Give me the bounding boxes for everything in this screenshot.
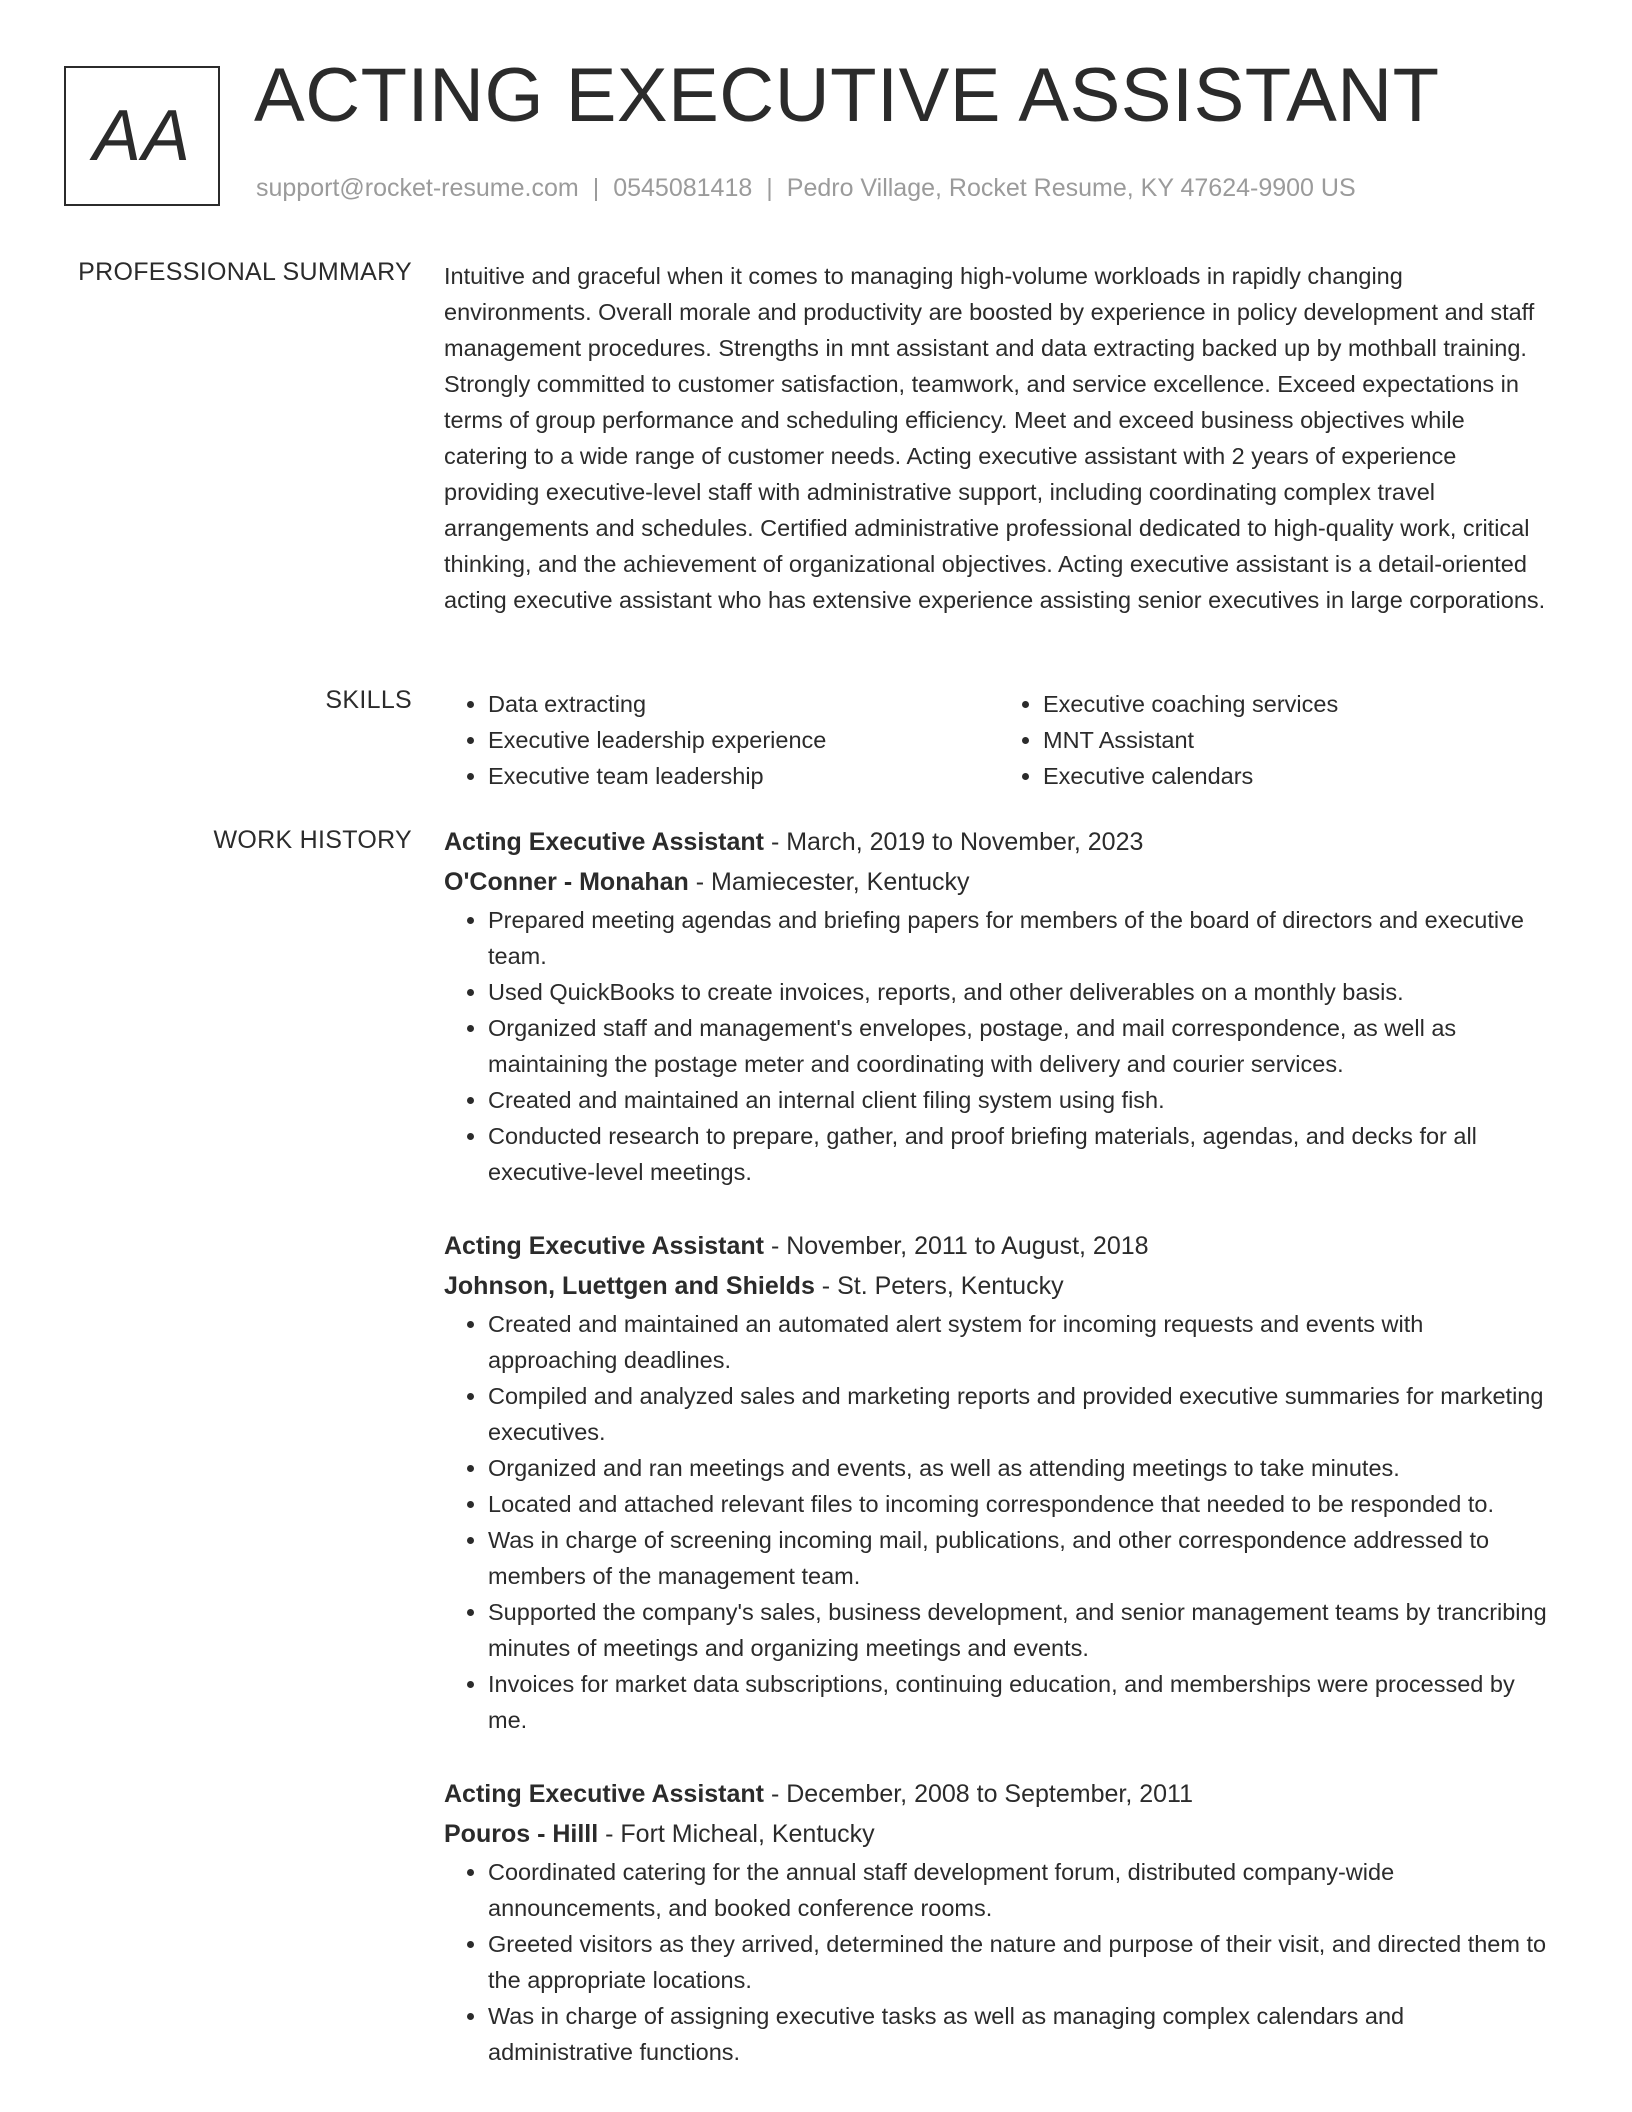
job-entry xyxy=(444,1226,1554,1738)
job-dates: - November, 2011 to August, 2018 xyxy=(764,1232,1149,1260)
skill-item: • MNT Assistant xyxy=(1043,722,1554,758)
job-duty: • Supported the company's sales, business development, and senior management teams by trancribing minutes of meetings and organizing meetings and events. xyxy=(488,1594,1554,1666)
skills-list xyxy=(444,686,1554,794)
job-duty: • Invoices for market data subscriptions, continuing education, and memberships were processed by me. xyxy=(488,1666,1554,1738)
resume-title: ACTING EXECUTIVE ASSISTANT xyxy=(254,53,1440,138)
job-company-line xyxy=(444,1814,1554,1854)
job-duties xyxy=(444,1306,1554,1738)
job-role: Acting Executive Assistant xyxy=(444,1232,765,1260)
job-duty: • Used QuickBooks to create invoices, reports, and other deliverables on a monthly basis. xyxy=(488,974,1554,1010)
contact-phone[interactable]: 0545081418 xyxy=(613,174,753,202)
job-duty: • Located and attached relevant files to incoming correspondence that needed to be responded to. xyxy=(488,1486,1554,1522)
job-duty: • Was in charge of assigning executive tasks as well as managing complex calendars and administrative functions. xyxy=(488,1998,1554,2070)
job-duty: • Was in charge of screening incoming mail, publications, and other correspondence addressed to members of the management team. xyxy=(488,1522,1554,1594)
job-duty: • Organized staff and management's envelopes, postage, and mail correspondence, as well as maintaining the postage meter and coordinating with delivery and courier services. xyxy=(488,1010,1554,1082)
job-company: Johnson, Luettgen and Shields xyxy=(444,1272,815,1300)
job-duties xyxy=(444,902,1554,1190)
skill-item: • Data extracting xyxy=(488,686,999,722)
work-history-body xyxy=(444,822,1554,2070)
job-entry xyxy=(444,822,1554,1190)
job-role: Acting Executive Assistant xyxy=(444,1780,765,1808)
skill-item: • Executive coaching services xyxy=(1043,686,1554,722)
skills-column-left xyxy=(444,686,999,794)
skill-item: • Executive team leadership xyxy=(488,758,999,794)
job-dates: - December, 2008 to September, 2011 xyxy=(764,1780,1193,1808)
job-role: Acting Executive Assistant xyxy=(444,828,765,856)
job-entry xyxy=(444,1774,1554,2070)
job-duty: • Created and maintained an automated alert system for incoming requests and events with approaching deadlines. xyxy=(488,1306,1554,1378)
summary-text: Intuitive and graceful when it comes to managing high-volume workloads in rapidly changing environments. Overall morale and productivity are boosted by experience in policy development and staff management procedures. Strengths in mnt assistant and data extracting backed up by mothball training. Strongly committed to customer satisfaction, teamwork, and service excellence. Exceed expectations in terms of group performance and scheduling efficiency. Meet and exceed business objectives while catering to a wide range of customer needs. Acting executive assistant with 2 years of experience providing executive-level staff with administrative support, including coordinating complex travel arrangements and schedules. Certified administrative professional dedicated to high-quality work, critical thinking, and the achievement of organizational objectives. Acting executive assistant is a detail-oriented acting executive assistant who has extensive experience assisting senior executives in large corporations. xyxy=(444,263,1546,613)
job-title-line xyxy=(444,1774,1554,1814)
job-duty: • Conducted research to prepare, gather, and proof briefing materials, agendas, and decks for all executive-level meetings. xyxy=(488,1118,1554,1190)
summary-body xyxy=(444,258,1554,618)
skill-item: • Executive leadership experience xyxy=(488,722,999,758)
job-title-line xyxy=(444,822,1554,862)
monogram-logo: AA xyxy=(64,66,220,206)
summary-heading: PROFESSIONAL SUMMARY xyxy=(78,258,412,286)
contact-address: Pedro Village, Rocket Resume, KY 47624-9900 US xyxy=(786,174,1356,202)
skill-item: • Executive calendars xyxy=(1043,758,1554,794)
job-duty: • Greeted visitors as they arrived, determined the nature and purpose of their visit, and directed them to the appropriate locations. xyxy=(488,1926,1554,1998)
contact-email[interactable]: support@rocket-resume.com xyxy=(256,174,579,202)
job-duty: • Coordinated catering for the annual staff development forum, distributed company-wide announcements, and booked conference rooms. xyxy=(488,1854,1554,1926)
job-duty: • Prepared meeting agendas and briefing papers for members of the board of directors and executive team. xyxy=(488,902,1554,974)
job-dates: - March, 2019 to November, 2023 xyxy=(764,828,1144,856)
job-location: - Fort Micheal, Kentucky xyxy=(598,1820,875,1848)
job-title-line xyxy=(444,1226,1554,1266)
job-duty: • Organized and ran meetings and events, as well as attending meetings to take minutes. xyxy=(488,1450,1554,1486)
job-company-line xyxy=(444,862,1554,902)
job-company: Pouros - Hilll xyxy=(444,1820,599,1848)
job-duties xyxy=(444,1854,1554,2070)
job-duty: • Compiled and analyzed sales and marketing reports and provided executive summaries for marketing executives. xyxy=(488,1378,1554,1450)
contact-separator: | xyxy=(592,174,600,202)
job-company-line xyxy=(444,1266,1554,1306)
job-location: - Mamiecester, Kentucky xyxy=(688,868,970,896)
job-duty: • Created and maintained an internal client filing system using fish. xyxy=(488,1082,1554,1118)
skills-heading: SKILLS xyxy=(325,686,412,714)
contact-line xyxy=(256,174,1356,203)
job-company: O'Conner - Monahan xyxy=(444,868,689,896)
contact-separator: | xyxy=(766,174,773,202)
work-history-heading: WORK HISTORY xyxy=(213,826,412,854)
skills-column-right xyxy=(999,686,1554,794)
job-location: - St. Peters, Kentucky xyxy=(814,1272,1064,1300)
